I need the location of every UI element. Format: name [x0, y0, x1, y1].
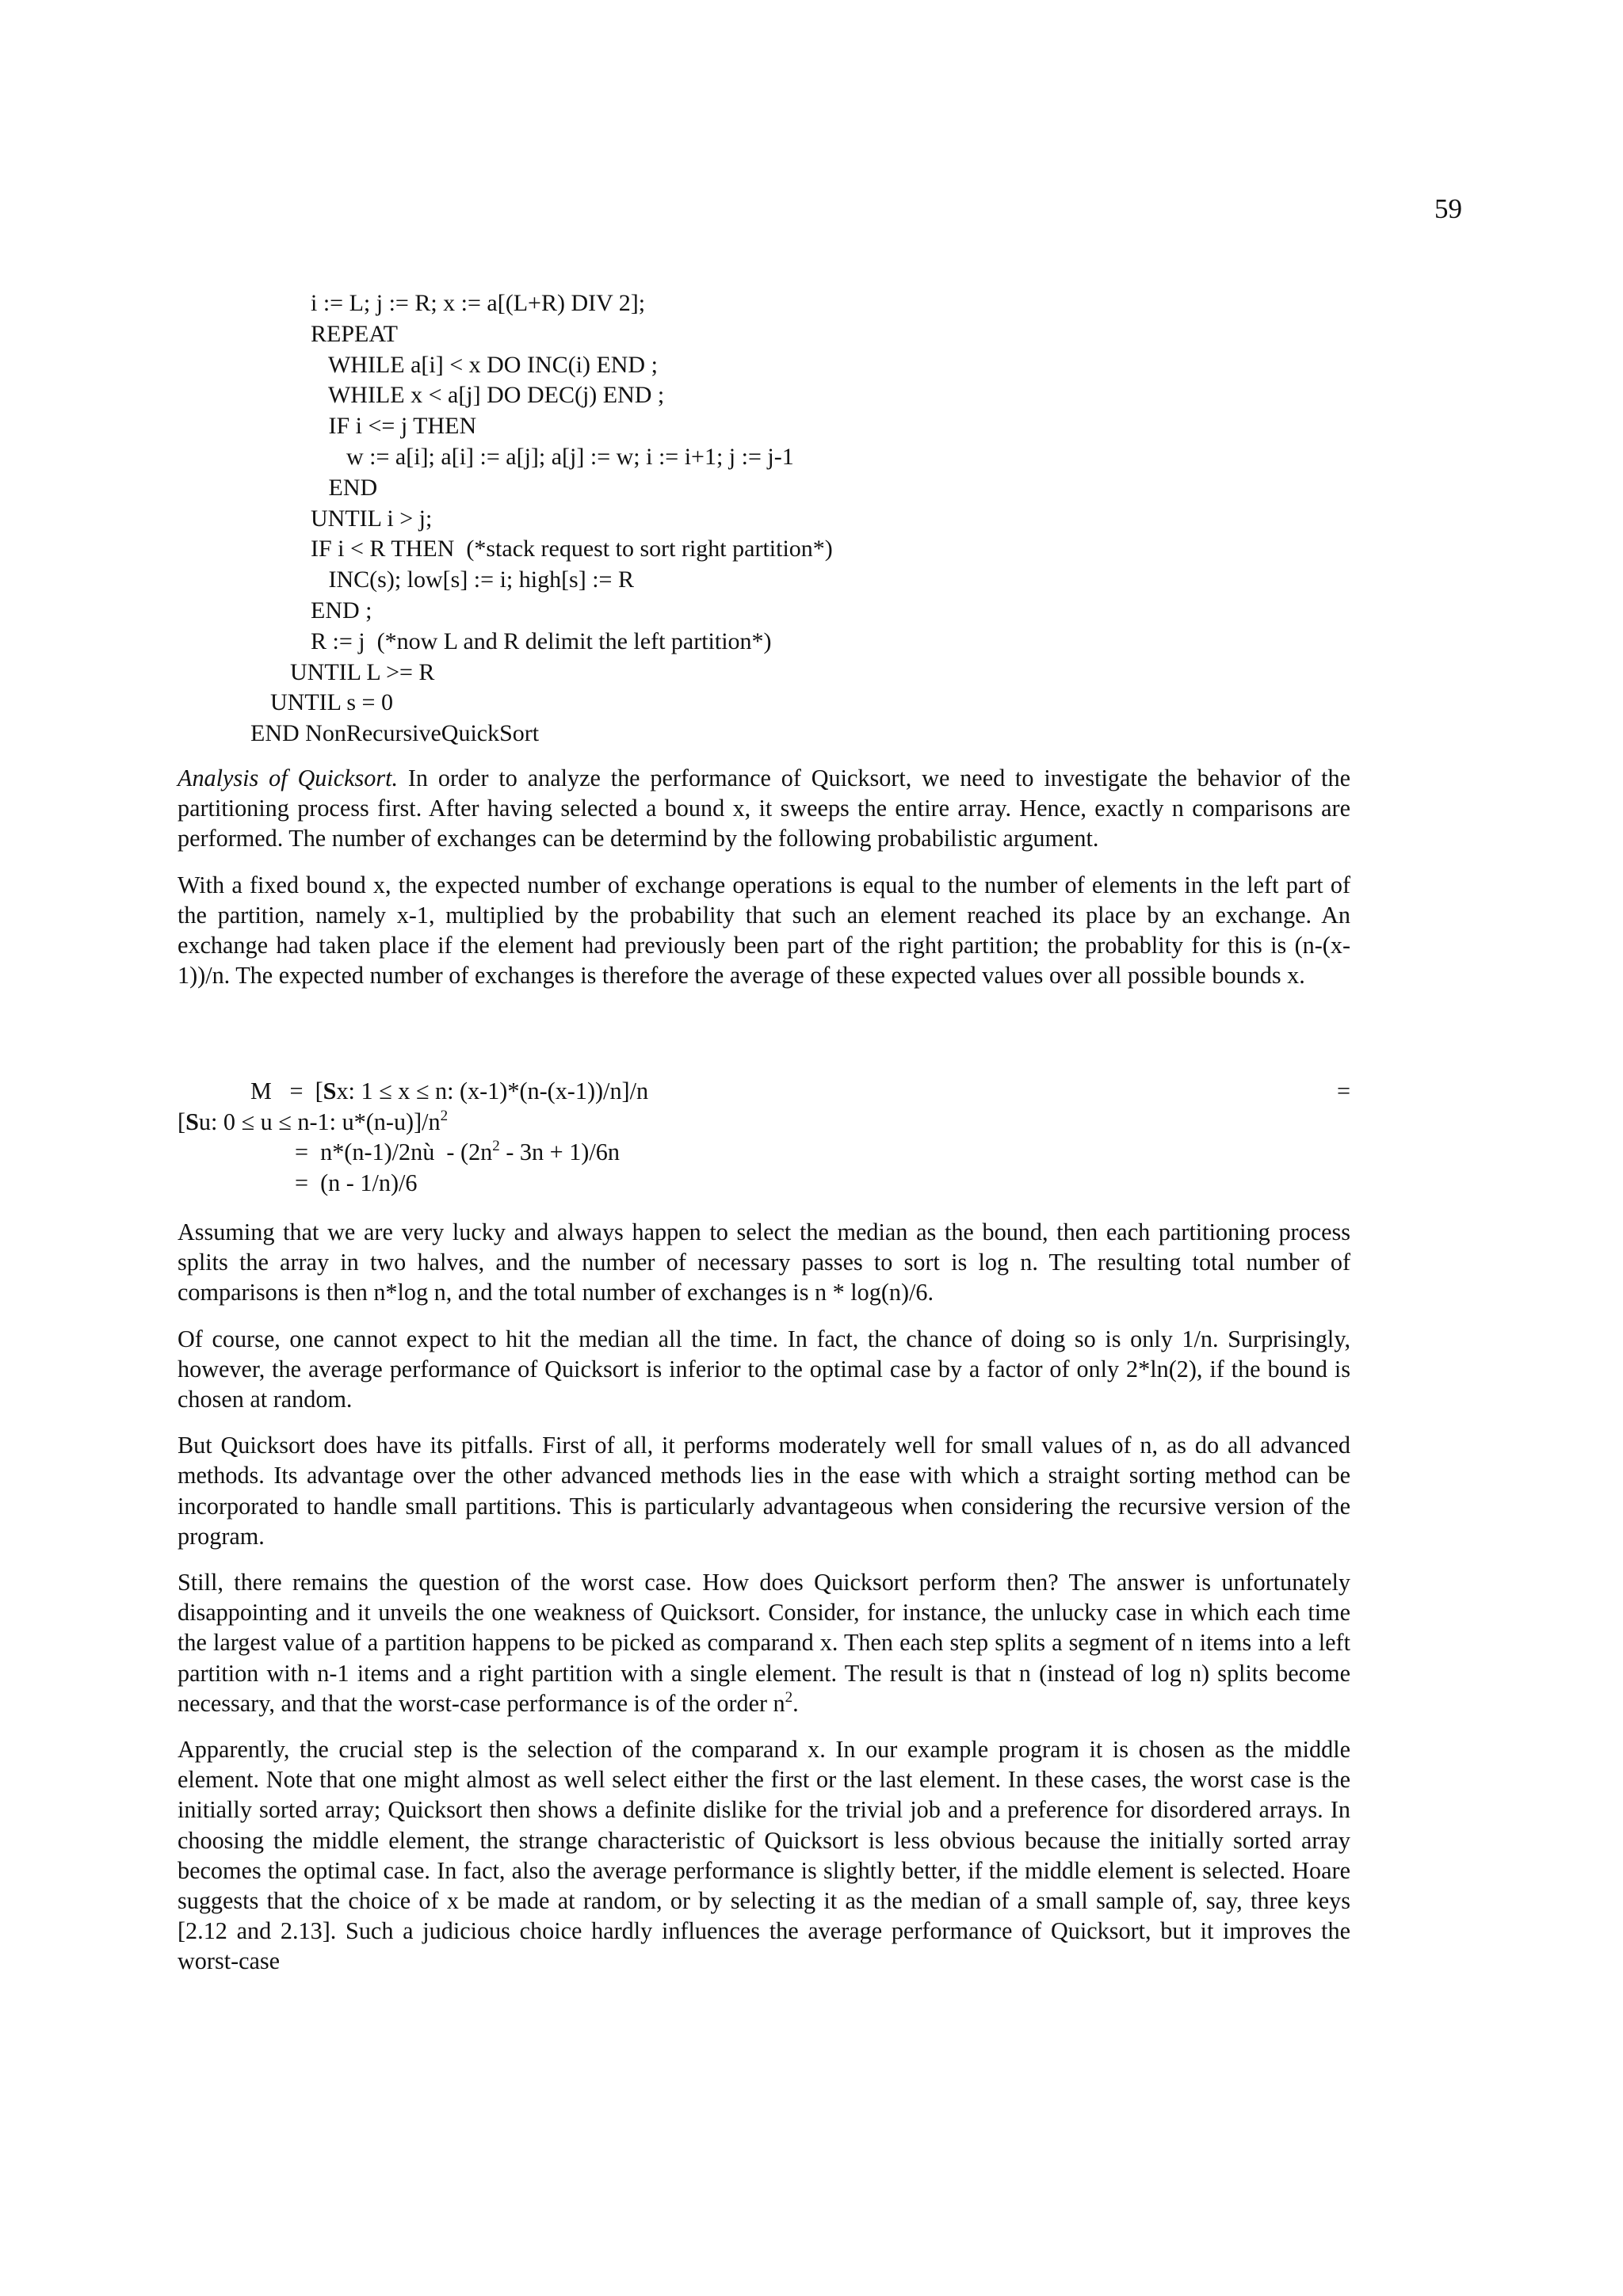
code-line: END [311, 474, 378, 501]
code-line: UNTIL L >= R [290, 658, 435, 685]
analysis-section [178, 763, 1350, 990]
code-line: w := a[i]; a[i] := a[j]; a[j] := w; i := i+1; j := j-1 [311, 443, 794, 470]
formula-block [178, 1076, 1350, 1198]
formula-equals: = [1336, 1077, 1350, 1104]
paragraph-text: In order to analyze the performance of Quicksort, we need to investigate the behavior of the partitioning process first. After having selected a bound x, it sweeps the entire array. Hence, exactly n comparisons are performed. The number of exchanges can be determind by the following probabilistic argument. [178, 765, 1350, 852]
formula-line: [Su: 0 ≤ u ≤ n-1: $u*(n-u)]/n^2$ [178, 1107, 449, 1135]
code-listing [250, 288, 833, 749]
code-line: IF i <= j THEN [311, 413, 477, 440]
page-number: 59 [1434, 193, 1462, 224]
code-line: WHILE x < a[j] DO DEC(j) END ; [311, 382, 665, 409]
body-section [178, 1217, 1350, 1977]
code-line: END NonRecursiveQuickSort [250, 720, 540, 747]
section-lead: Analysis of Quicksort. [178, 765, 399, 791]
code-line: WHILE a[i] < x DO INC(i) END ; [311, 351, 658, 378]
code-line: UNTIL s = 0 [270, 689, 393, 716]
code-line: R := j (*now L and R delimit the left partition*) [311, 627, 772, 654]
code-line: END ; [311, 597, 372, 624]
paragraph: Still, there remains the question of the worst case. How does Quicksort perform then? The answer is unfortunately disappointing and it unveils the one weakness of Quicksort. Consider, for instance, the unlucky case in which each time the largest value of a partition happens to be picked as comparand x. Then each step splits a segment of n items into a left partition with n-1 items and a right partition with a single element. The result is that n (instead of log n) splits become necessary, and that the worst-case performance is of the order $n^2$. [178, 1569, 1350, 1717]
paragraph: With a fixed bound x, the expected number of exchange operations is equal to the number of elements in the left part of the partition, namely x-1, multiplied by the probability that such an element reached its place by an exchange. An exchange had taken place if the element had previously been part of the right partition; the probablity for this is (n-(x-1))/n. The expected number of exchanges is therefore the average of these expected values over all possible bounds x. [178, 871, 1350, 990]
code-line: UNTIL i > j; [311, 505, 433, 532]
code-line: REPEAT [311, 320, 399, 347]
paragraph: Assuming that we are very lucky and always happen to select the median as the bound, then each partitioning process splits the array in two halves, and the number of necessary passes to sort is log n. The resulting total number of comparisons is then n*log n, and the total number of exchanges is n * log(n)/6. [178, 1219, 1350, 1306]
paragraph: But Quicksort does have its pitfalls. First of all, it performs moderately well for small values of n, as do all advanced methods. Its advantage over the other advanced methods lies in the ease with which a straight sorting method can be incorporated to handle small partitions. This is particularly advantageous when considering the recursive version of the program. [178, 1432, 1350, 1550]
code-line: i := L; j := R; x := a[(L+R) DIV 2]; [311, 290, 646, 316]
formula-line: M = [Sx: 1 ≤ x ≤ n: (x-1)*(n-(x-1))/n]/n = [178, 1076, 1350, 1107]
paragraph: Of course, one cannot expect to hit the median all the time. In fact, the chance of doing so is only 1/n. Surprisingly, however, the average performance of Quicksort is inferior to the optimal case by a factor of only 2*ln(2), if the bound is chosen at random. [178, 1325, 1350, 1413]
code-line: IF i < R THEN (*stack request to sort right partition*) [311, 536, 833, 563]
paragraph: Apparently, the crucial step is the selection of the comparand x. In our example program it is chosen as the middle element. Note that one might almost as well select either the first or the last element. In these cases, the worst case is the initially sorted array; Quicksort then shows a definite dislike for the trivial job and a preference for disordered arrays. In choosing the middle element, the strange characteristic of Quicksort is less obvious because the initially sorted array becomes the optimal case. In fact, also the average performance is slightly better, if the middle element is selected. Hoare suggests that the choice of x be made at random, or by selecting it as the median of a small sample of, say, three keys [2.12 and 2.13]. Such a judicious choice hardly influences the average performance of Quicksort, but it improves the worst-case [178, 1736, 1350, 1975]
code-line: INC(s); low[s] := i; high[s] := R [311, 566, 634, 593]
formula-line: = (n - 1/n)/6 [295, 1169, 418, 1196]
paragraph [178, 763, 1350, 854]
formula-line: = n*(n-1)/2nù - $(2n^2 - 3n + 1)/6n$ [295, 1138, 620, 1166]
